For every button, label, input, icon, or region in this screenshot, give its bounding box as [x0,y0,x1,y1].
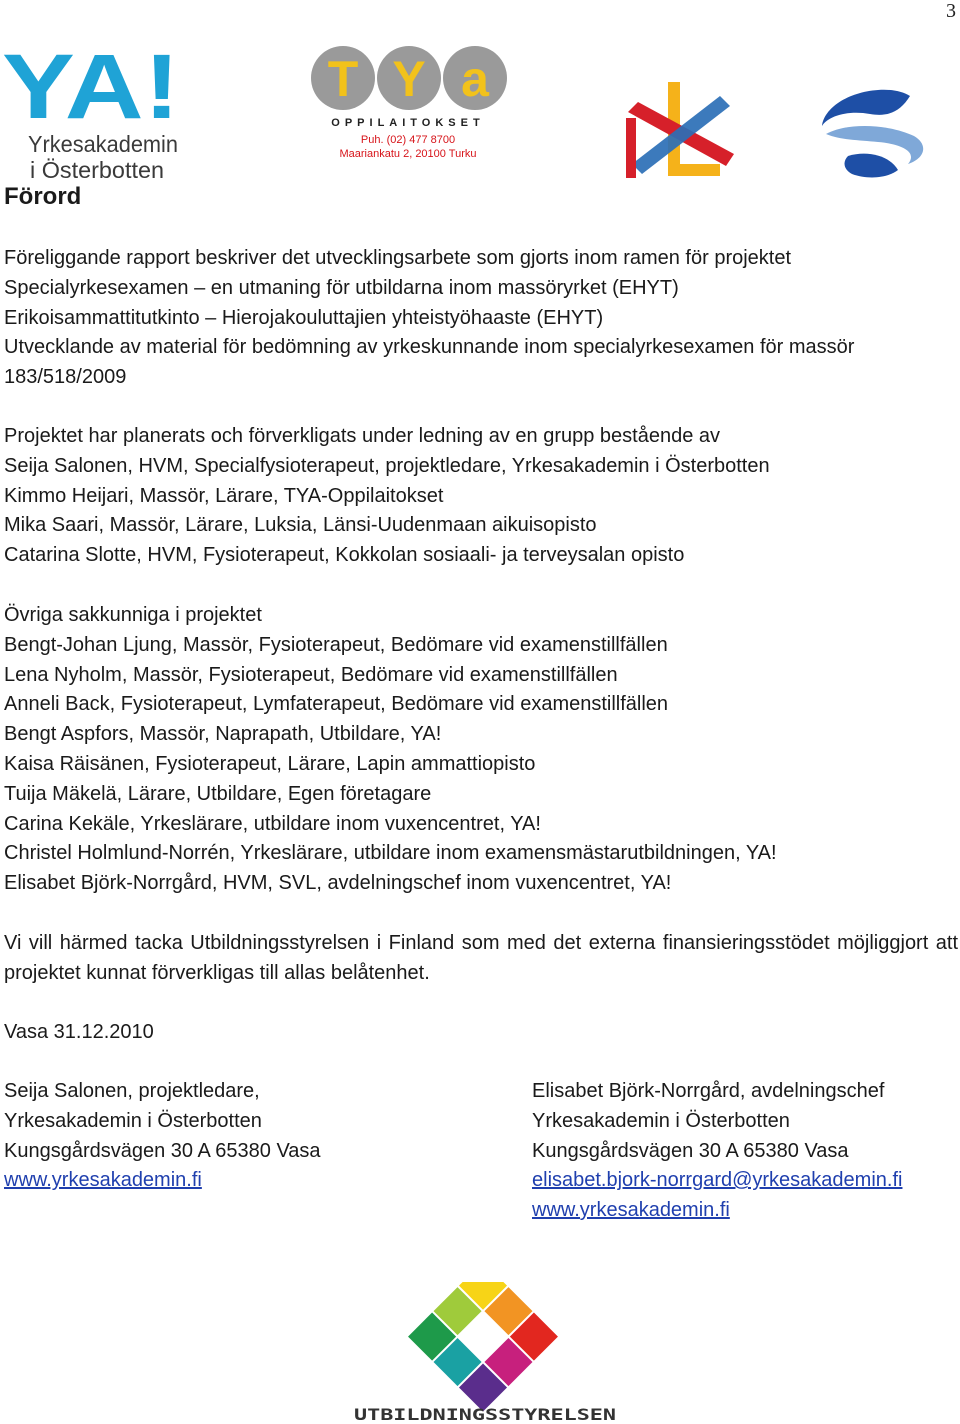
date-line [4,1018,958,1048]
group-line: Catarina Slotte, HVM, Fysioterapeut, Kokkolan sosiaali- ja terveysalan opisto [4,544,685,567]
signature-right-email-link[interactable]: elisabet.bjork-norrgard@yrkesakademin.fi [532,1169,903,1192]
swirl-logo [818,86,932,180]
page-title: Förord [4,183,82,210]
tya-phone: Puh. (02) 477 8700 [360,134,456,146]
date-text: Vasa 31.12.2010 [4,1021,154,1043]
intro-line: Erikoisammattitutkinto – Hierojakouluttajien yhteistyöhaaste (EHYT) [4,306,604,329]
intro-line: 183/518/2009 [4,366,127,389]
expert-line: Elisabet Björk-Norrgård, HVM, SVL, avdelningschef inom vuxencentret, YA! [4,872,672,895]
utbildningsstyrelsen-logo [350,1282,620,1424]
expert-line: Carina Kekäle, Yrkeslärare, utbildare inom vuxencentret, YA! [4,812,541,835]
experts-list [4,601,958,899]
intro-paragraph [4,244,958,393]
tya-subtitle: OPPILAITOKSET [331,117,485,129]
thanks-paragraph: Vi vill härmed tacka Utbildningsstyrelsen i Finland som med det externa finansieringsstödet möjliggjort att projektet kunnat förverkligas till allas belåtenhet. [4,932,958,984]
signature-right-name: Elisabet Björk-Norrgård, avdelningschef [532,1080,885,1102]
tya-logo [308,44,508,162]
expert-line: Övriga sakkunniga i projektet [4,604,262,626]
intro-line: Föreliggande rapport beskriver det utvecklingsarbete som gjorts inom ramen för projektet [4,247,792,269]
signature-left-name: Seija Salonen, projektledare, [4,1080,260,1102]
intro-line: Specialyrkesexamen – en utmaning för utbildarna inom massöryrket (EHYT) [4,276,679,299]
ehyt-logo [624,78,738,182]
page-number: 3 [946,0,956,22]
oph-name: UTBILDNINGSSTYRELSEN [354,1405,616,1424]
group-line: Projektet har planerats och förverkligats under ledning av en grupp bestående av [4,425,721,447]
tya-address: Maariankatu 2, 20100 Turku [339,148,477,160]
ehyt-red-bar [626,118,636,178]
signature-left [4,1077,321,1196]
signature-left-web-link[interactable]: www.yrkesakademin.fi [4,1169,202,1192]
expert-line: Lena Nyholm, Massör, Fysioterapeut, Bedömare vid examenstillfällen [4,663,618,686]
ya-name-line2: i Österbotten [30,157,164,180]
expert-line: Christel Holmlund-Norrén, Yrkeslärare, utbildare inom examensmästarutbildningen, YA! [4,842,777,865]
tya-letter-a: a [461,51,489,107]
expert-line: Anneli Back, Fysioterapeut, Lymfaterapeut, Bedömare vid examenstillfällen [4,693,669,716]
swirl-shape-bottom [845,154,898,178]
tya-letter-y: Y [392,51,426,107]
project-group-list [4,422,958,571]
signature-left-org: Yrkesakademin i Österbotten [4,1109,262,1132]
group-line: Kimmo Heijari, Massör, Lärare, TYA-Oppilaitokset [4,484,444,507]
expert-line: Tuija Mäkelä, Lärare, Utbildare, Egen företagare [4,782,432,805]
expert-line: Bengt Aspfors, Massör, Naprapath, Utbildare, YA! [4,723,442,746]
signature-right [532,1077,902,1226]
expert-line: Bengt-Johan Ljung, Massör, Fysioterapeut, Bedömare vid examenstillfällen [4,633,668,656]
expert-line: Kaisa Räisänen, Fysioterapeut, Lärare, Lapin ammattiopisto [4,752,536,775]
group-line: Seija Salonen, HVM, Specialfysioterapeut, projektledare, Yrkesakademin i Österbotten [4,454,770,477]
intro-line: Utvecklande av material för bedömning av yrkeskunnande inom specialyrkesexamen för massör [4,336,855,359]
group-line: Mika Saari, Massör, Lärare, Luksia, Länsi-Uudenmaan aikuisopisto [4,514,597,537]
ya-mark-text: YA! [2,40,180,138]
yrkesakademin-logo [2,40,182,180]
tya-letter-t: T [327,51,359,107]
signature-right-org: Yrkesakademin i Österbotten [532,1109,790,1132]
ya-mark [2,40,180,138]
signature-left-address: Kungsgårdsvägen 30 A 65380 Vasa [4,1139,321,1162]
signature-right-web-link[interactable]: www.yrkesakademin.fi [532,1199,730,1222]
ya-name-line1: Yrkesakademin [28,131,178,157]
signature-right-address: Kungsgårdsvägen 30 A 65380 Vasa [532,1139,849,1162]
swirl-shape-top [822,90,910,126]
